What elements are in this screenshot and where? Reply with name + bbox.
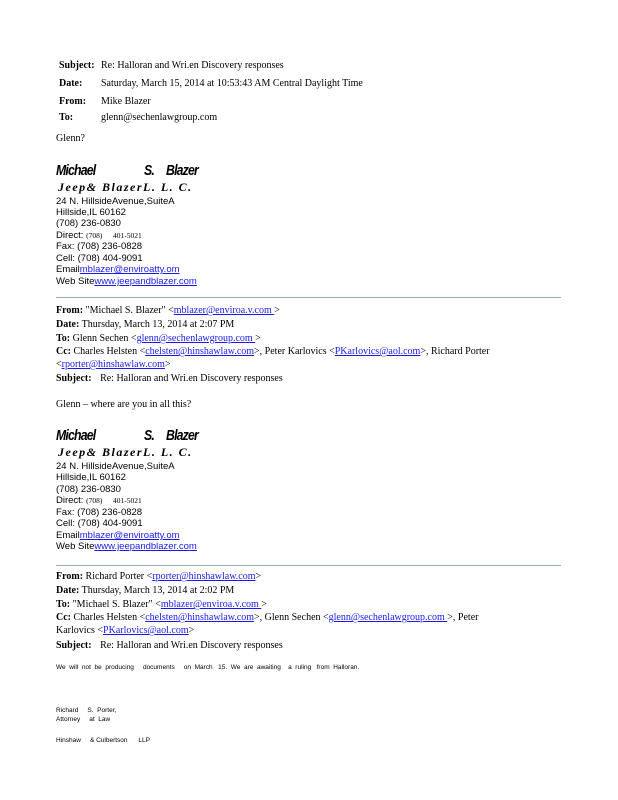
sig2-middle-initial: S.	[144, 427, 154, 444]
quote1-from-name: "Michael S. Blazer" <	[85, 305, 174, 316]
quote2-sig-name: Richard S. Porter,	[56, 707, 117, 714]
quote2-to-email[interactable]: mblazer@enviroa.v.com	[160, 599, 262, 610]
sig-first-name: Michael	[56, 162, 96, 179]
sig2-cell: Cell: (708) 404-9091	[56, 518, 143, 529]
quote2-cc	[56, 612, 478, 623]
quote2-to-close: >	[261, 599, 267, 610]
sig2-last-name: Blazer	[166, 427, 199, 444]
sig-website	[56, 276, 197, 287]
sig2-email-link[interactable]: mblazer@enviroatty.om	[79, 530, 180, 541]
quote2-to-label: To:	[56, 599, 71, 610]
quote2-to-name: "Michael S. Blazer" <	[72, 599, 161, 610]
sig2-first-name: Michael	[56, 427, 96, 444]
sig2-fax: Fax: (708) 236-0828	[56, 507, 143, 518]
quote2-from-close: >	[255, 571, 262, 582]
sig-direct-number: 401-5021	[112, 231, 142, 240]
sig2-address-1: 24 N. HillsideAvenue,SuiteA	[56, 461, 175, 472]
sig2-direct	[56, 495, 142, 506]
sig-direct	[56, 230, 142, 241]
sig-fax: Fax: (708) 236-0828	[56, 241, 143, 252]
quote1-from	[56, 305, 280, 316]
sig-email-link[interactable]: mblazer@enviroatty.om	[79, 264, 180, 275]
quote2-cc-line2-text: Karlovics <	[56, 625, 104, 636]
sig2-email	[56, 530, 180, 541]
quote1-to-label: To:	[56, 333, 71, 344]
quote1-cc-a: Charles Helsten <	[73, 346, 146, 357]
quote2-cc-a: Charles Helsten <	[73, 612, 146, 623]
sig-phone: (708) 236-0830	[56, 218, 121, 229]
quote2-sig-title: Attorney at Law	[56, 716, 111, 723]
quote2-from	[56, 571, 261, 582]
quote1-subject-label: Subject:	[56, 373, 92, 384]
sig-direct-label: Direct:	[56, 230, 84, 241]
quote2-cc-c: >, Peter	[447, 612, 479, 623]
sig2-web-label: Web Site	[56, 541, 95, 552]
from-label: From:	[59, 96, 87, 107]
sig-middle-initial: S.	[144, 162, 154, 179]
quote2-body: We will not be producing documents on March 15. We are awaiting a ruling from Halloran.	[56, 664, 360, 671]
quote1-to-name: Glenn Sechen <	[72, 333, 137, 344]
sig2-address-2: Hillside,IL 60162	[56, 472, 126, 483]
date-label: Date:	[59, 78, 83, 89]
quote2-date-value: Thursday, March 13, 2014 at 2:02 PM	[81, 585, 235, 596]
sig-email	[56, 264, 180, 275]
quote1-date	[56, 319, 234, 330]
quote2-cc-c-email[interactable]: PKarlovics@aol.com	[103, 625, 189, 636]
quote1-from-email[interactable]: mblazer@enviroa.v.com	[173, 305, 275, 316]
quote1-cc-b-email[interactable]: PKarlovics@aol.com	[334, 346, 421, 357]
quote1-cc-close: >	[164, 359, 171, 370]
to-label: To:	[59, 112, 74, 123]
quote2-date	[56, 585, 234, 596]
quote1-cc	[56, 346, 490, 357]
sig2-web-link[interactable]: www.jeepandblazer.com	[94, 541, 197, 552]
quote2-from-label: From:	[56, 571, 84, 582]
quote1-from-label: From:	[56, 305, 84, 316]
sig2-direct-number: 401-5021	[112, 496, 142, 505]
sig2-direct-area: (708)	[86, 496, 103, 505]
quote2-cc-b: >, Glenn Sechen <	[254, 612, 329, 623]
sig-web-link[interactable]: www.jeepandblazer.com	[94, 276, 197, 287]
quote1-cc-b: >, Peter Karlovics <	[254, 346, 335, 357]
date-value: Saturday, March 15, 2014 at 10:53:43 AM Central Daylight Time	[101, 78, 363, 89]
quote1-subject	[56, 373, 283, 384]
divider	[56, 297, 561, 298]
sig2-email-label: Email	[56, 530, 80, 541]
quote1-to	[56, 333, 261, 344]
quote2-cc-line2	[56, 625, 194, 636]
sig-web-label: Web Site	[56, 276, 95, 287]
sig-address-1: 24 N. HillsideAvenue,SuiteA	[56, 196, 175, 207]
signature-block-2	[56, 427, 256, 445]
message-body: Glenn?	[56, 133, 85, 144]
quote1-cc-a-email[interactable]: chelsten@hinshawlaw.com	[145, 346, 255, 357]
sig-email-label: Email	[56, 264, 80, 275]
quote1-body: Glenn – where are you in all this?	[56, 399, 192, 410]
quote2-from-email[interactable]: rporter@hinshawlaw.com	[152, 571, 256, 582]
quote2-date-label: Date:	[56, 585, 80, 596]
quote1-date-value: Thursday, March 13, 2014 at 2:07 PM	[81, 319, 235, 330]
quote1-to-email[interactable]: glenn@sechenlawgroup.com	[136, 333, 256, 344]
sig2-firm-name: Jeep& BlazerL. L. C.	[58, 445, 193, 459]
quote2-to	[56, 599, 267, 610]
quote1-cc-c-email[interactable]: rporter@hinshawlaw.com	[61, 359, 165, 370]
quote2-sig-firm: Hinshaw & Culbertson LLP	[56, 737, 150, 744]
sig2-website	[56, 541, 197, 552]
sig2-direct-label: Direct:	[56, 495, 84, 506]
quote2-cc-label: Cc:	[56, 612, 71, 623]
sig-last-name: Blazer	[166, 162, 199, 179]
quote1-cc-line2	[56, 359, 171, 370]
quote2-cc-close: >	[188, 625, 195, 636]
subject-label: Subject:	[59, 60, 95, 71]
to-value: glenn@sechenlawgroup.com	[101, 112, 218, 123]
quote1-cc-open: <	[56, 359, 62, 370]
quote1-cc-label: Cc:	[56, 346, 71, 357]
signature-block	[56, 162, 256, 180]
quote1-to-close: >	[255, 333, 261, 344]
quote1-from-close: >	[274, 305, 280, 316]
quote1-date-label: Date:	[56, 319, 80, 330]
sig-direct-area: (708)	[86, 231, 103, 240]
subject-value: Re: Halloran and Wri.en Discovery responses	[101, 60, 284, 71]
quote2-subject-label: Subject:	[56, 640, 92, 651]
from-value: Mike Blazer	[101, 96, 151, 107]
sig-firm-name: Jeep& BlazerL. L. C.	[58, 180, 193, 194]
quote1-subject-value: Re: Halloran and Wri.en Discovery responses	[100, 373, 283, 384]
quote2-cc-b-email[interactable]: glenn@sechenlawgroup.com	[328, 612, 448, 623]
quote2-cc-a-email[interactable]: chelsten@hinshawlaw.com	[145, 612, 255, 623]
divider-2	[56, 565, 561, 566]
quote2-subject	[56, 640, 283, 651]
sig2-phone: (708) 236-0830	[56, 484, 121, 495]
sig-address-2: Hillside,IL 60162	[56, 207, 126, 218]
quote2-from-name: Richard Porter <	[85, 571, 153, 582]
quote1-cc-c: >, Richard Porter	[420, 346, 490, 357]
sig-cell: Cell: (708) 404-9091	[56, 253, 143, 264]
quote2-subject-value: Re: Halloran and Wri.en Discovery responses	[100, 640, 283, 651]
